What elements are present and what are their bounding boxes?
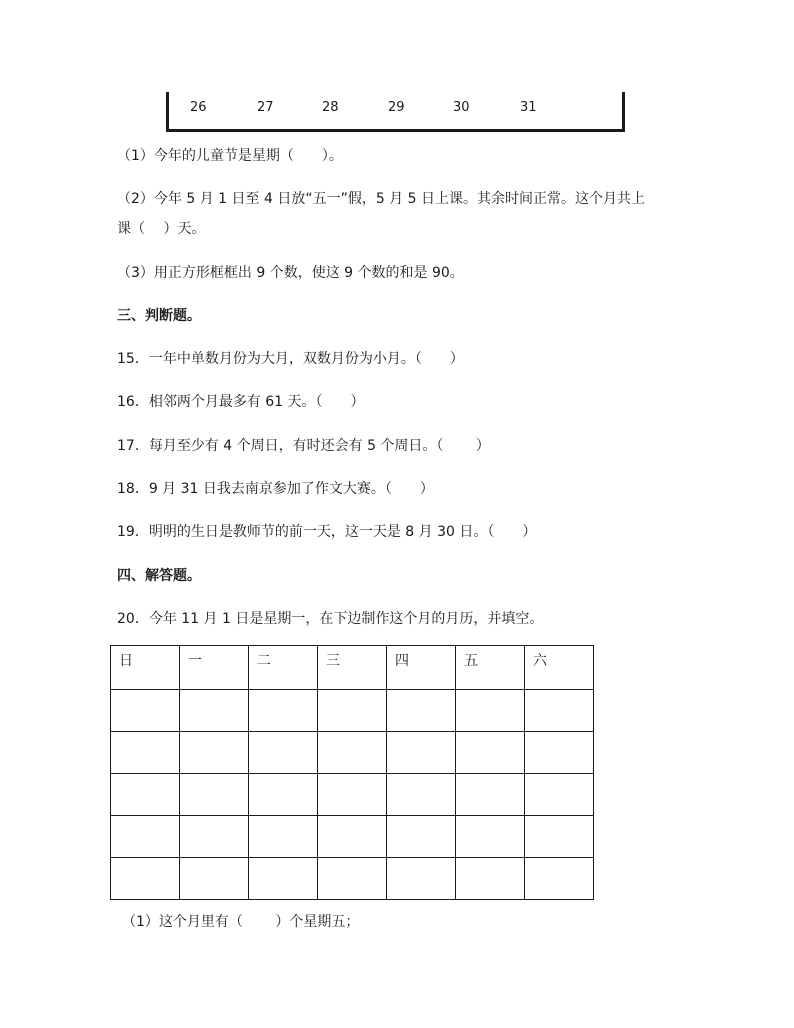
calendar-row — [111, 858, 594, 900]
calendar-date: 29 — [388, 100, 405, 115]
calendar-cell[interactable] — [111, 774, 180, 816]
calendar-cell[interactable] — [180, 858, 249, 900]
calendar-cell[interactable] — [318, 858, 387, 900]
calendar-cell[interactable] — [111, 858, 180, 900]
weekday-header: 六 — [525, 646, 594, 690]
calendar-cell[interactable] — [525, 774, 594, 816]
calendar-cell[interactable] — [180, 816, 249, 858]
calendar-cell[interactable] — [111, 690, 180, 732]
calendar-row — [111, 816, 594, 858]
judgement-item-15: 15．一年中单数月份为大月，双数月份为小月。（ ） — [117, 351, 464, 367]
judgement-item-17: 17．每月至少有 4 个周日，有时还会有 5 个周日。（ ） — [117, 438, 490, 454]
calendar-cell[interactable] — [318, 816, 387, 858]
weekday-header-row — [111, 646, 594, 690]
calendar-cell[interactable] — [456, 816, 525, 858]
calendar-cell[interactable] — [525, 732, 594, 774]
calendar-cell[interactable] — [525, 816, 594, 858]
calendar-cell[interactable] — [180, 774, 249, 816]
calendar-cell[interactable] — [456, 858, 525, 900]
judgement-item-18: 18．9 月 31 日我去南京参加了作文大赛。（ ） — [117, 481, 434, 497]
calendar-cell[interactable] — [318, 774, 387, 816]
section-title-judgement: 三、判断题。 — [117, 308, 201, 324]
q14-sub1: （1）今年的儿童节是星期（ ）。 — [117, 148, 343, 164]
weekday-header: 一 — [180, 646, 249, 690]
calendar-cell[interactable] — [249, 816, 318, 858]
calendar-cell[interactable] — [249, 858, 318, 900]
calendar-date: 27 — [257, 100, 274, 115]
q14-sub2-line1: （2）今年 5 月 1 日至 4 日放“五一”假，5 月 5 日上课。其余时间正常。这个月共上 — [117, 191, 645, 207]
q14-sub2-line2: 课（ ）天。 — [117, 221, 206, 237]
calendar-cell[interactable] — [387, 690, 456, 732]
calendar-cell[interactable] — [180, 690, 249, 732]
calendar-cell[interactable] — [456, 774, 525, 816]
calendar-row — [111, 732, 594, 774]
calendar-cell[interactable] — [318, 732, 387, 774]
weekday-header: 日 — [111, 646, 180, 690]
section-title-answer: 四、解答题。 — [117, 568, 201, 584]
calendar-row — [111, 774, 594, 816]
q14-sub3: （3）用正方形框框出 9 个数，使这 9 个数的和是 90。 — [117, 265, 464, 281]
calendar-cell[interactable] — [249, 690, 318, 732]
calendar-cell[interactable] — [387, 774, 456, 816]
calendar-cell[interactable] — [387, 732, 456, 774]
calendar-cell[interactable] — [111, 816, 180, 858]
calendar-grid — [110, 645, 594, 900]
calendar-cell[interactable] — [249, 732, 318, 774]
weekday-header: 四 — [387, 646, 456, 690]
calendar-date: 28 — [322, 100, 339, 115]
weekday-header: 三 — [318, 646, 387, 690]
calendar-date: 31 — [520, 100, 537, 115]
weekday-header: 五 — [456, 646, 525, 690]
calendar-date: 30 — [453, 100, 470, 115]
calendar-cell[interactable] — [387, 816, 456, 858]
calendar-cell[interactable] — [180, 732, 249, 774]
calendar-cell[interactable] — [318, 690, 387, 732]
judgement-item-19: 19．明明的生日是教师节的前一天，这一天是 8 月 30 日。（ ） — [117, 524, 537, 540]
q20-sub1: （1）这个月里有（ ）个星期五； — [122, 914, 360, 930]
calendar-cell[interactable] — [249, 774, 318, 816]
calendar-cell[interactable] — [456, 690, 525, 732]
calendar-cell[interactable] — [387, 858, 456, 900]
calendar-row — [111, 690, 594, 732]
calendar-cell[interactable] — [456, 732, 525, 774]
calendar-cell[interactable] — [525, 858, 594, 900]
judgement-item-16: 16．相邻两个月最多有 61 天。（ ） — [117, 394, 365, 410]
calendar-date: 26 — [190, 100, 207, 115]
calendar-cell[interactable] — [111, 732, 180, 774]
weekday-header: 二 — [249, 646, 318, 690]
q20-prompt: 20．今年 11 月 1 日是星期一，在下边制作这个月的月历，并填空。 — [117, 611, 544, 627]
calendar-cell[interactable] — [525, 690, 594, 732]
